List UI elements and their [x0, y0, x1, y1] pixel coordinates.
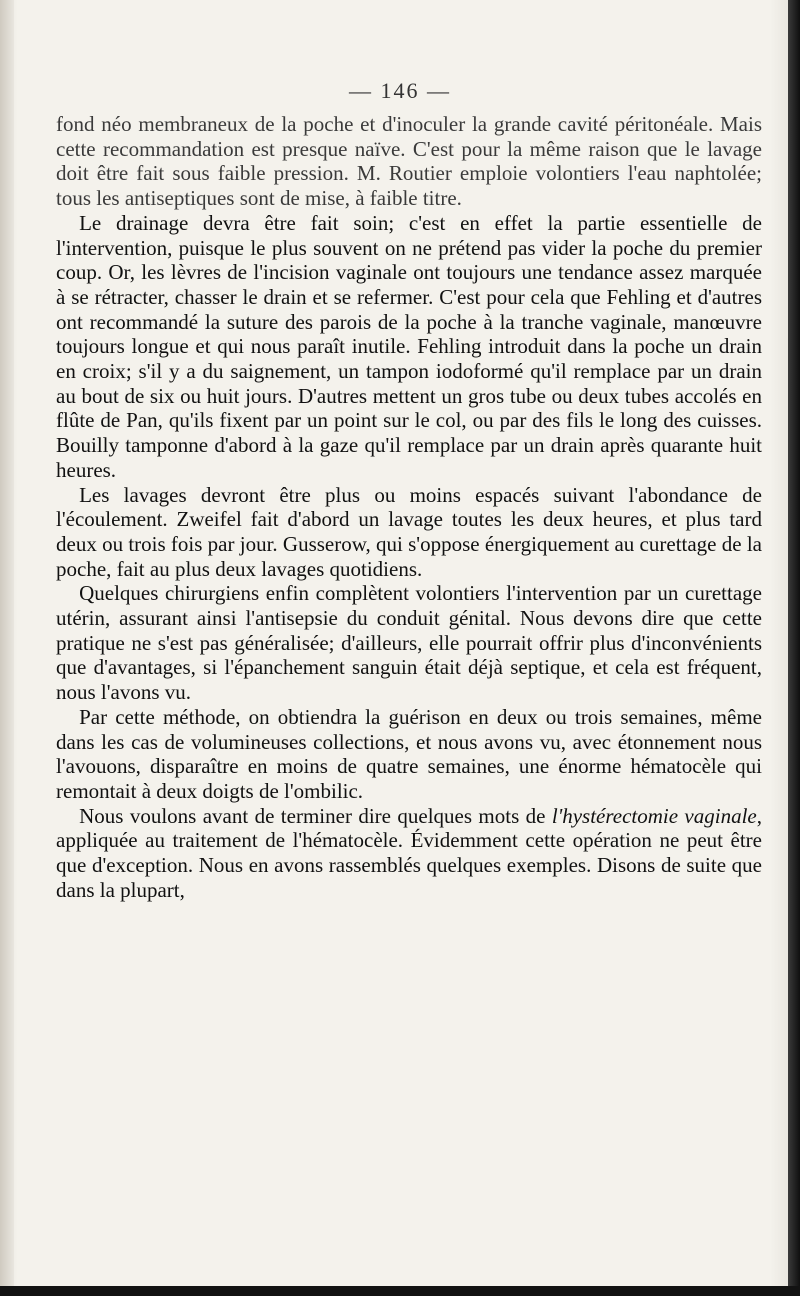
- paragraph-4: Quelques chirurgiens enfin complètent volontiers l'intervention par un curettage utérin, assurant ainsi l'antisepsie du conduit génital. Nous devons dire que cette pratique ne s'est pas généralisée; d'ailleurs, elle pourrait offrir plus d'inconvénients que d'avantages, si l'épanchement sanguin était déjà septique, et cela est fréquent, nous l'avons vu.: [56, 581, 762, 705]
- page-left-edge: [0, 0, 14, 1296]
- paragraph-3: Les lavages devront être plus ou moins espacés suivant l'abondance de l'écoulement. Zweifel fait d'abord un lavage toutes les deux heures, et plus tard deux ou trois fois par jour. Gusserow, qui s'oppose énergiquement au curettage de la poche, fait au plus deux lavages quotidiens.: [56, 482, 762, 581]
- page-number: — 146 —: [349, 78, 451, 103]
- paragraph-5: Par cette méthode, on obtiendra la guérison en deux ou trois semaines, même dans les cas de volumineuses collections, et nous avons vu, avec étonnement nous l'avouons, disparaître en moins de quatre semaines, une énorme hématocèle qui remontait à deux doigts de l'ombilic.: [56, 704, 762, 803]
- paragraph-2: Le drainage devra être fait soin; c'est en effet la partie essentielle de l'intervention, puisque le plus souvent on ne prétend pas vider la poche du premier coup. Or, les lèvres de l'incision vaginale ont toujours une tendance assez marquée à se rétracter, chasser le drain et se refermer. C'est pour cela que Fehling et d'autres ont recommandé la suture des parois de la poche à la tranche vaginale, manœuvre toujours longue et qui nous paraît inutile. Fehling introduit dans la poche un drain en croix; s'il y a du saignement, un tampon iodoformé qu'il remplace par un drain au bout de six ou huit jours. D'autres mettent un gros tube ou deux tubes accolés en flûte de Pan, qu'ils fixent par un point sur le col, ou par des fils le long des cuisses. Bouilly tamponne d'abord à la gaze qu'il remplace par un drain après quarante huit heures.: [56, 210, 762, 482]
- paragraph-6-after: , appliquée au traitement de l'hématocèle. Évidemment cette opération ne peut être que d'exception. Nous en avons rassemblés quelques exemples. Disons de suite que dans la plupart,: [56, 803, 762, 902]
- paragraph-6-italic: l'hystérectomie vaginale: [551, 803, 757, 828]
- page-bottom-edge: [0, 1286, 800, 1296]
- page-right-edge: [788, 0, 800, 1296]
- paragraph-6-before: Nous voulons avant de terminer dire quelques mots de: [79, 803, 552, 828]
- paragraph-1: fond néo membraneux de la poche et d'inoculer la grande cavité péritonéale. Mais cette recommandation est presque naïve. C'est pour la même raison que le lavage doit être fait sous faible pression. M. Routier emploie volontiers l'eau naphtolée; tous les antiseptiques sont de mise, à faible titre.: [56, 112, 762, 211]
- body-text: [56, 112, 762, 903]
- paragraph-6: [56, 804, 762, 903]
